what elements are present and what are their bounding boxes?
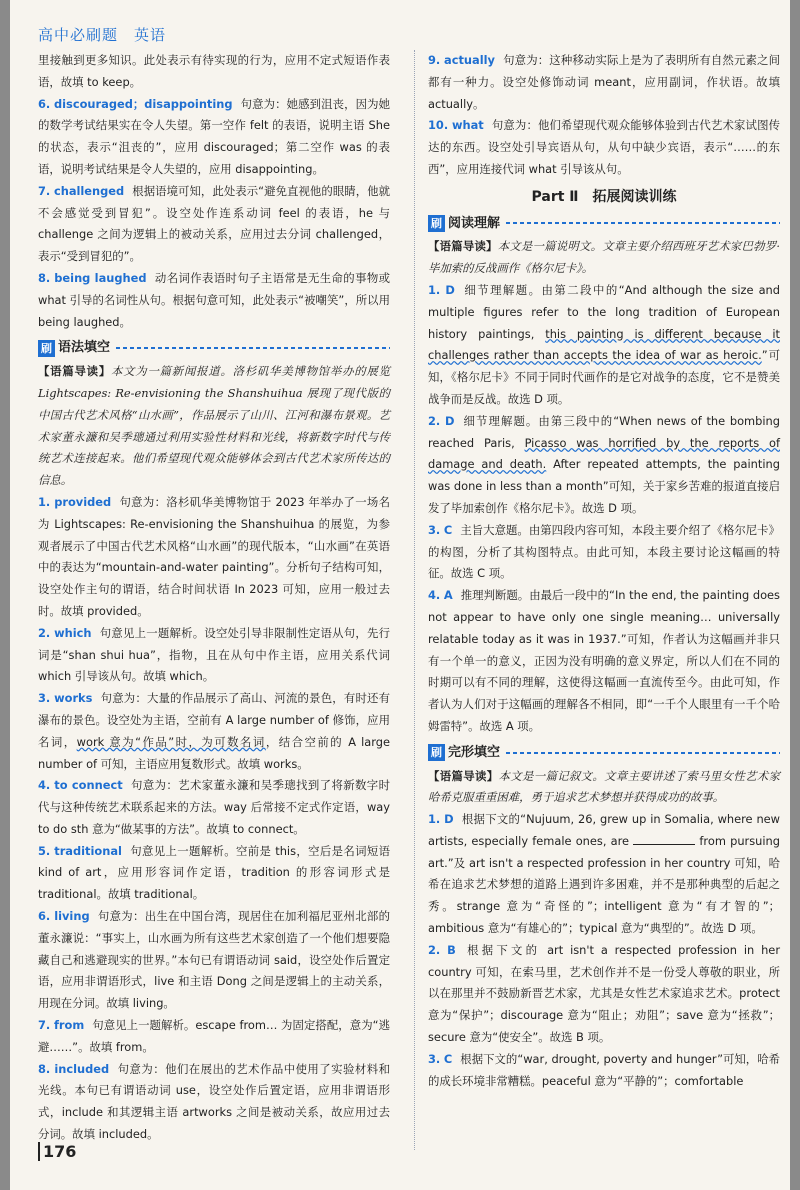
blank-line [633, 834, 695, 845]
right-column [428, 50, 780, 1092]
grammar-item-1: 1. provided 句意为：洛杉矶华美博物馆于 2023 年举办了一场名为 Lightscapes: Re-envisioning the Shanshuihua 的展览，为参观者展示了中国古代艺术风格“山水画”的现代版本，“山水画”在英语中的表达为“mountain-and-water painting”。分析句子结构可知，设空处作主句的谓语，结合时间状语 In 2023 可知，应用一般过去时。故填 provided。 [38, 494, 391, 618]
section-reading [428, 213, 780, 235]
answer-item-10: 10. what 句意为：他们希望现代观众能够体验到古代艺术家试图传达的东西。设空处引导宾语从句，从句中缺少宾语，表示“……的东西”，应用连接代词 what 引导该从句。 [428, 118, 780, 176]
answer-item-8: 8. being laughed 动名词作表语时句子主语常是无生命的事物或 what 引导的名词性从句。根据句意可知，此处表示“被嘲笑”，所以用 being laughed。 [38, 270, 391, 329]
answer-key: A [443, 588, 453, 603]
grammar-item-5: 5. traditional 句意见上一题解析。空前是 this，空后是名词短语 kind of art，应用形容词作定语，tradition 的形容词形式是 traditional。故填 traditional。 [38, 843, 390, 902]
answer-key: D [445, 282, 455, 297]
answer-key: D [444, 812, 454, 827]
section-badge-icon: 刷 [428, 215, 445, 232]
answer-item-7: 7. challenged 根据语境可知，此处表示“避免直视他的眼睛，他就不会感觉受到冒犯”。设空处作连系动词 feel 的表语，he 与 challenge 之间为逻辑上的被动关系，应用过去分词 challenged，表示“受到冒犯的”。 [38, 183, 391, 264]
grammar-item-3: 3. works 句意为：大量的作品展示了高山、河流的景色，有时还有瀑布的景色。设空处为主语，空前有 A large number of 修饰，应用名词，work 意为“作品”时，为可数名词，结合空前的 A large number of 可知，主语应用复数形式。故填 works。 [38, 691, 390, 771]
section-badge-icon: 刷 [428, 744, 445, 761]
section-cloze [428, 742, 780, 764]
section-title: 完形填空 [448, 744, 501, 760]
answer-key: D [444, 413, 455, 428]
grammar-item-2: 2. which 句意见上一题解析。设空处引导非限制性定语从句，先行词是“shan shui hua”，指物，且在从句中作主语，应用关系代词 which 引导该从句。故填 which。 [38, 625, 390, 684]
answer-key: from [53, 1018, 85, 1033]
answer-key: living [54, 909, 90, 924]
answer-key: actually [444, 53, 495, 67]
answer-key: discouraged；disappointing [54, 96, 233, 111]
answer-item-9: 9. actually 句意为：这种移动实际上是为了表明所有自然元素之间都有一种力。设空处修饰动词 meant，应用副词，作状语。故填 actually。 [428, 53, 780, 111]
page-number: 176 [38, 1142, 76, 1161]
answer-key: works [54, 691, 93, 706]
answer-key: to connect [54, 778, 123, 793]
answer-key: provided [54, 494, 112, 509]
grammar-item-8: 8. included 句意为：他们在展出的艺术作品中使用了实验材料和光线。本句已有谓语动词 use，设空处作后置定语，应用非谓语形式，include 和其逻辑主语 artworks 之间是被动关系，故应用过去分词。故填 included。 [38, 1061, 390, 1142]
reading-item-3: 3. C 主旨大意题。由第四段内容可知，本段主要介绍了《格尔尼卡》的构图，分析了其构图特点。由此可知，本段主要讨论这幅画的特征。故选 C 项。 [428, 522, 780, 581]
part-title: Part Ⅱ 拓展阅读训练 [531, 188, 677, 205]
underlined-note: work 意为“作品”时，为可数名词 [76, 734, 266, 749]
grammar-item-6: 6. living 句意为：出生在中国台湾，现居住在加利福尼亚州北部的董永濂说：“事实上，山水画为所有这些艺术家创造了一个他们想要隐藏自己和逃避现实的世界。”本句已有谓语动词 said，设空处作后置定语，应用非谓语形式，live 和主语 Dong 之间是逻辑上的主动关系，用现在分词。故填 living。 [38, 909, 390, 1011]
cloze-item-1: 1. D 根据下文的“Nujuum, 26, grew up in Somalia, where new artists, especially female ones, are from pursuing art.”及 art isn't a respected profession in her country 可知，哈希在追求艺术梦想的道路上遇到许多困难，并不是那种典型的后起之秀。strange 意为“奇怪的”；intelligent 意为“有才智的”；ambitious 意为“有雄心的”；typical 意为“典型的”。故选 D 项。 [428, 812, 780, 936]
cloze-item-3: 3. C 根据下文的“war, drought, poverty and hunger”可知，哈希的成长环境非常糟糕。peaceful 意为“平静的”；comfortable [428, 1051, 780, 1088]
answer-key: being laughed [54, 270, 147, 285]
answer-key: what [451, 118, 484, 133]
scan-edge-left [0, 0, 10, 1190]
reading-item-2: 2. D 细节理解题。由第三段中的“When news of the bombing reached Paris, Picasso was horrified by the reports of damage and death. After repeated attempts, the painting was done in less than a month”可知，关于家乡苦难的报道直接启发了毕加索创作《格尔尼卡》。故选 D 项。 [428, 413, 781, 515]
answer-key: C [443, 522, 453, 537]
grammar-item-7: 7. from 句意见上一题解析。escape from… 为固定搭配，意为“逃避……”。故填 from。 [38, 1018, 390, 1054]
section-rule [506, 222, 780, 224]
section-rule [116, 347, 390, 349]
section-title: 阅读理解 [448, 215, 501, 231]
section-title: 语法填空 [58, 340, 111, 356]
continued-paragraph: 里接触到更多知识。此处表示有待实现的行为，应用不定式短语作表语，故填 to keep。 [38, 53, 390, 89]
passage-guide: 【语篇导读】本文是一篇记叙文。文章主要讲述了索马里女性艺术家哈希克服重重困难，勇于追求艺术梦想并获得成功的故事。 [428, 768, 780, 805]
passage-guide: 【语篇导读】本文是一篇说明文。文章主要介绍西班牙艺术家巴勃罗·毕加索的反战画作《格尔尼卡》。 [428, 239, 780, 276]
answer-key: B [447, 942, 456, 957]
answer-key: which [54, 625, 92, 640]
reading-item-1: 1. D 细节理解题。由第二段中的“And although the size and multiple figures refer to the long tradition of European history paintings, this painting is different because it challenges rather than accepts the idea of war as heroic.”可知，《格尔尼卡》不同于同时代画作的是它对战争的态度，它不是赞美战争而是反战。故选 D 项。 [428, 282, 780, 406]
left-column [38, 50, 390, 1146]
column-divider [414, 50, 415, 1150]
answer-key: included [54, 1061, 110, 1076]
underlined-note: this painting is different because it challenges rather than accepts the idea of war as heroic. [428, 326, 780, 363]
answer-item-6: 6. discouraged；disappointing 句意为：她感到沮丧，因为她的数学考试结果实在令人失望。第一空作 felt 的表语，说明主语 She 的状态，表示“沮丧的”，应用 discouraged；第二空作 was 的表语，说明考试结果是令人失望的，应用 disappointing。 [38, 96, 390, 176]
passage-guide: 【语篇导读】本文为一篇新闻报道。洛杉矶华美博物馆举办的展览 Lightscapes: Re-envisioning the Shanshuihua 展现了现代版的中国古代艺术风格“山水画”，作品展示了山川、江河和瀑布景观。艺术家董永濂和吴季璁通过利用实验性材料和光线，将新数字时代与传统艺术连接起来。他们希望现代观众能够体会到古代艺术家所传达的信息。 [38, 364, 390, 488]
answer-key: challenged [53, 183, 125, 198]
cloze-item-2: 2. B 根据下文的 art isn't a respected profession in her country 可知，在索马里，艺术创作并不是一份受人尊敬的职业，所以在那里并不鼓励新晋艺术家，尤其是女性艺术家追求艺术。protect 意为“保护”；discourage 意为“阻止；劝阻”；save 意为“拯救”；secure 意为“使安全”。故选 B 项。 [428, 942, 781, 1045]
running-header: 高中必刷题 英语 [38, 26, 167, 44]
underlined-note: Picasso was horrified by the reports of damage and death. [428, 435, 780, 472]
answer-key: C [443, 1051, 453, 1066]
section-grammar-fill [38, 337, 390, 359]
section-rule [506, 752, 780, 754]
section-badge-icon: 刷 [38, 340, 55, 357]
reading-item-4: 4. A 推理判断题。由最后一段中的“In the end, the painting does not appear to have only one single meaning… universally relatable today as it was in 1937.”可知，作者认为这幅画并非只有一个单一的意义，正因为没有明确的意义界定，所以人们在不同的时期可以有不同的理解，这使得这幅画一直流传至今。由此可知，作者认为人们对于这幅画的理解各不相同，即“一千个人眼里有一千个哈姆雷特”。故选 A 项。 [428, 588, 780, 733]
grammar-item-4: 4. to connect 句意为：艺术家董永濂和吴季璁找到了将新数字时代与这种传统艺术联系起来的方法。way 后常接不定式作定语，way to do sth 意为“做某事的方法”。故填 to connect。 [38, 778, 390, 836]
answer-key: traditional [54, 843, 122, 858]
scan-edge-right [790, 0, 800, 1190]
